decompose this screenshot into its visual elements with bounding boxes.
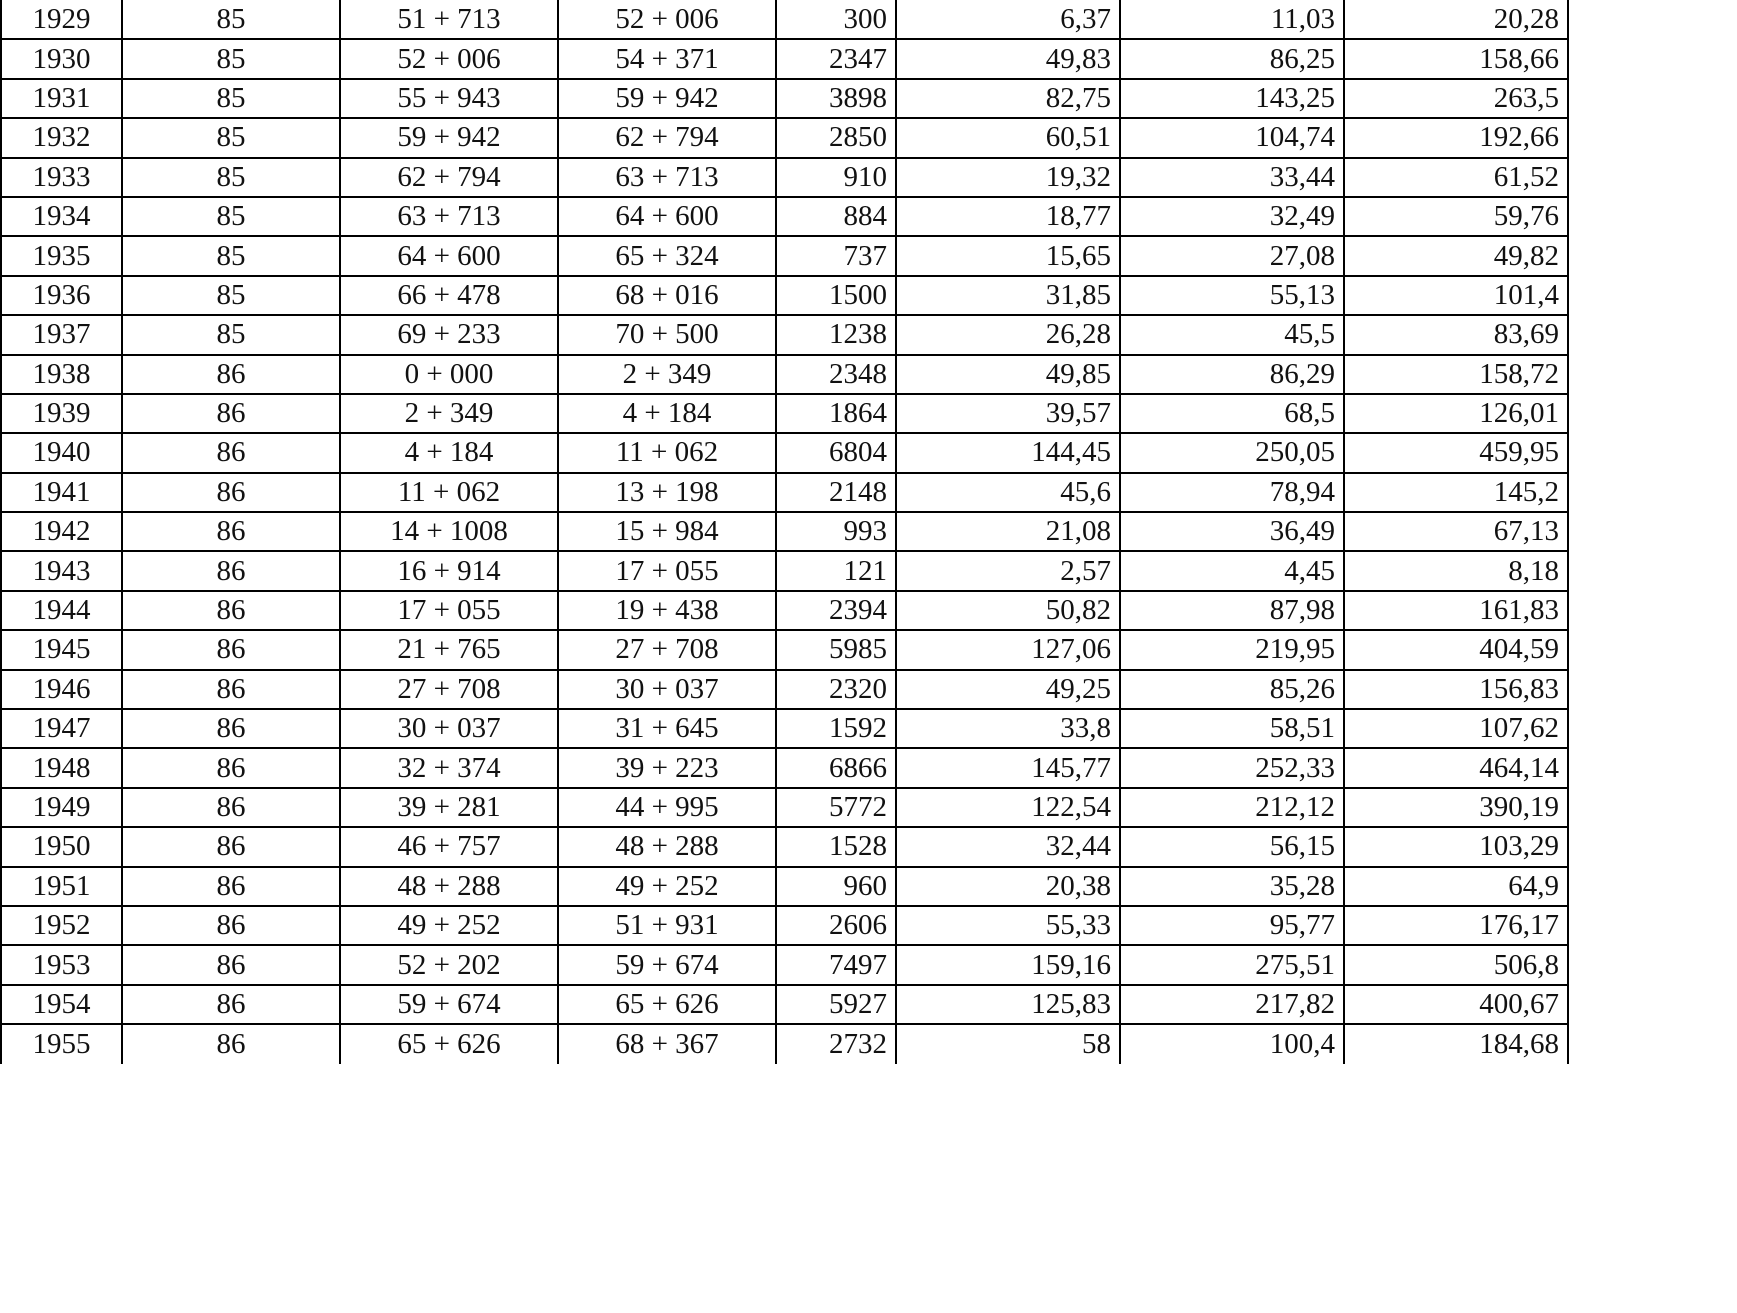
start-chainage-cell: 49 + 252 — [340, 906, 558, 945]
value-b-cell: 87,98 — [1120, 591, 1344, 630]
value-c-cell: 103,29 — [1344, 827, 1568, 866]
length-cell: 1864 — [776, 394, 896, 433]
end-chainage-cell: 64 + 600 — [558, 197, 776, 236]
record-number-cell: 1946 — [1, 670, 122, 709]
end-chainage-cell: 30 + 037 — [558, 670, 776, 709]
value-a-cell: 19,32 — [896, 158, 1120, 197]
length-cell: 884 — [776, 197, 896, 236]
value-a-cell: 55,33 — [896, 906, 1120, 945]
end-chainage-cell: 51 + 931 — [558, 906, 776, 945]
value-c-cell: 49,82 — [1344, 236, 1568, 275]
value-c-cell: 20,28 — [1344, 0, 1568, 39]
route-number-cell: 85 — [122, 158, 340, 197]
value-c-cell: 404,59 — [1344, 630, 1568, 669]
value-b-cell: 4,45 — [1120, 551, 1344, 590]
length-cell: 3898 — [776, 79, 896, 118]
start-chainage-cell: 52 + 006 — [340, 39, 558, 78]
value-b-cell: 55,13 — [1120, 276, 1344, 315]
route-number-cell: 86 — [122, 630, 340, 669]
start-chainage-cell: 30 + 037 — [340, 709, 558, 748]
record-number-cell: 1952 — [1, 906, 122, 945]
record-number-cell: 1940 — [1, 433, 122, 472]
table-row — [1, 512, 1568, 551]
record-number-cell: 1941 — [1, 473, 122, 512]
value-b-cell: 104,74 — [1120, 118, 1344, 157]
value-b-cell: 33,44 — [1120, 158, 1344, 197]
value-a-cell: 82,75 — [896, 79, 1120, 118]
value-a-cell: 145,77 — [896, 748, 1120, 787]
length-cell: 2394 — [776, 591, 896, 630]
length-cell: 737 — [776, 236, 896, 275]
record-number-cell: 1932 — [1, 118, 122, 157]
start-chainage-cell: 63 + 713 — [340, 197, 558, 236]
end-chainage-cell: 11 + 062 — [558, 433, 776, 472]
value-a-cell: 33,8 — [896, 709, 1120, 748]
value-c-cell: 107,62 — [1344, 709, 1568, 748]
value-c-cell: 59,76 — [1344, 197, 1568, 236]
table-row — [1, 788, 1568, 827]
length-cell: 5927 — [776, 985, 896, 1024]
record-number-cell: 1944 — [1, 591, 122, 630]
length-cell: 2320 — [776, 670, 896, 709]
value-b-cell: 45,5 — [1120, 315, 1344, 354]
length-cell: 993 — [776, 512, 896, 551]
length-cell: 121 — [776, 551, 896, 590]
start-chainage-cell: 62 + 794 — [340, 158, 558, 197]
value-a-cell: 15,65 — [896, 236, 1120, 275]
route-number-cell: 86 — [122, 670, 340, 709]
value-b-cell: 11,03 — [1120, 0, 1344, 39]
end-chainage-cell: 54 + 371 — [558, 39, 776, 78]
table-row — [1, 158, 1568, 197]
value-b-cell: 252,33 — [1120, 748, 1344, 787]
end-chainage-cell: 27 + 708 — [558, 630, 776, 669]
value-c-cell: 263,5 — [1344, 79, 1568, 118]
table-row — [1, 315, 1568, 354]
end-chainage-cell: 4 + 184 — [558, 394, 776, 433]
record-number-cell: 1951 — [1, 867, 122, 906]
value-a-cell: 49,83 — [896, 39, 1120, 78]
route-number-cell: 85 — [122, 79, 340, 118]
value-b-cell: 35,28 — [1120, 867, 1344, 906]
table-row — [1, 0, 1568, 39]
start-chainage-cell: 69 + 233 — [340, 315, 558, 354]
record-number-cell: 1947 — [1, 709, 122, 748]
value-b-cell: 86,25 — [1120, 39, 1344, 78]
value-c-cell: 192,66 — [1344, 118, 1568, 157]
length-cell: 2148 — [776, 473, 896, 512]
start-chainage-cell: 48 + 288 — [340, 867, 558, 906]
table-row — [1, 355, 1568, 394]
value-b-cell: 95,77 — [1120, 906, 1344, 945]
table-row — [1, 551, 1568, 590]
start-chainage-cell: 59 + 674 — [340, 985, 558, 1024]
value-a-cell: 39,57 — [896, 394, 1120, 433]
value-c-cell: 83,69 — [1344, 315, 1568, 354]
table-row — [1, 867, 1568, 906]
value-b-cell: 56,15 — [1120, 827, 1344, 866]
value-a-cell: 49,25 — [896, 670, 1120, 709]
value-a-cell: 18,77 — [896, 197, 1120, 236]
value-c-cell: 390,19 — [1344, 788, 1568, 827]
route-number-cell: 85 — [122, 315, 340, 354]
value-c-cell: 158,66 — [1344, 39, 1568, 78]
table-row — [1, 79, 1568, 118]
record-number-cell: 1933 — [1, 158, 122, 197]
record-number-cell: 1938 — [1, 355, 122, 394]
length-cell: 2732 — [776, 1024, 896, 1063]
value-b-cell: 32,49 — [1120, 197, 1344, 236]
table-row — [1, 118, 1568, 157]
route-number-cell: 86 — [122, 473, 340, 512]
table-row — [1, 394, 1568, 433]
start-chainage-cell: 66 + 478 — [340, 276, 558, 315]
table-row — [1, 433, 1568, 472]
record-number-cell: 1954 — [1, 985, 122, 1024]
route-number-cell: 85 — [122, 39, 340, 78]
value-b-cell: 85,26 — [1120, 670, 1344, 709]
route-number-cell: 86 — [122, 394, 340, 433]
length-cell: 2347 — [776, 39, 896, 78]
length-cell: 2850 — [776, 118, 896, 157]
route-number-cell: 85 — [122, 118, 340, 157]
value-c-cell: 64,9 — [1344, 867, 1568, 906]
end-chainage-cell: 52 + 006 — [558, 0, 776, 39]
value-b-cell: 250,05 — [1120, 433, 1344, 472]
value-b-cell: 100,4 — [1120, 1024, 1344, 1063]
route-number-cell: 86 — [122, 512, 340, 551]
value-a-cell: 50,82 — [896, 591, 1120, 630]
value-c-cell: 184,68 — [1344, 1024, 1568, 1063]
value-a-cell: 45,6 — [896, 473, 1120, 512]
end-chainage-cell: 68 + 016 — [558, 276, 776, 315]
start-chainage-cell: 55 + 943 — [340, 79, 558, 118]
table-row — [1, 827, 1568, 866]
end-chainage-cell: 19 + 438 — [558, 591, 776, 630]
route-number-cell: 86 — [122, 1024, 340, 1063]
table-row — [1, 945, 1568, 984]
length-cell: 1238 — [776, 315, 896, 354]
value-b-cell: 212,12 — [1120, 788, 1344, 827]
end-chainage-cell: 13 + 198 — [558, 473, 776, 512]
record-number-cell: 1949 — [1, 788, 122, 827]
end-chainage-cell: 48 + 288 — [558, 827, 776, 866]
table-row — [1, 1024, 1568, 1063]
value-c-cell: 506,8 — [1344, 945, 1568, 984]
end-chainage-cell: 65 + 324 — [558, 236, 776, 275]
value-a-cell: 144,45 — [896, 433, 1120, 472]
end-chainage-cell: 44 + 995 — [558, 788, 776, 827]
value-b-cell: 217,82 — [1120, 985, 1344, 1024]
length-cell: 5985 — [776, 630, 896, 669]
length-cell: 910 — [776, 158, 896, 197]
value-b-cell: 78,94 — [1120, 473, 1344, 512]
table-row — [1, 39, 1568, 78]
value-c-cell: 176,17 — [1344, 906, 1568, 945]
record-number-cell: 1931 — [1, 79, 122, 118]
start-chainage-cell: 46 + 757 — [340, 827, 558, 866]
start-chainage-cell: 52 + 202 — [340, 945, 558, 984]
value-b-cell: 86,29 — [1120, 355, 1344, 394]
record-number-cell: 1953 — [1, 945, 122, 984]
value-c-cell: 101,4 — [1344, 276, 1568, 315]
value-b-cell: 58,51 — [1120, 709, 1344, 748]
record-number-cell: 1930 — [1, 39, 122, 78]
route-number-cell: 86 — [122, 788, 340, 827]
length-cell: 6866 — [776, 748, 896, 787]
record-number-cell: 1942 — [1, 512, 122, 551]
end-chainage-cell: 62 + 794 — [558, 118, 776, 157]
record-number-cell: 1943 — [1, 551, 122, 590]
length-cell: 1592 — [776, 709, 896, 748]
end-chainage-cell: 49 + 252 — [558, 867, 776, 906]
value-a-cell: 122,54 — [896, 788, 1120, 827]
record-number-cell: 1945 — [1, 630, 122, 669]
end-chainage-cell: 15 + 984 — [558, 512, 776, 551]
start-chainage-cell: 14 + 1008 — [340, 512, 558, 551]
end-chainage-cell: 2 + 349 — [558, 355, 776, 394]
value-a-cell: 58 — [896, 1024, 1120, 1063]
table-body — [1, 0, 1568, 1064]
start-chainage-cell: 17 + 055 — [340, 591, 558, 630]
route-number-cell: 86 — [122, 355, 340, 394]
start-chainage-cell: 27 + 708 — [340, 670, 558, 709]
end-chainage-cell: 17 + 055 — [558, 551, 776, 590]
route-number-cell: 85 — [122, 197, 340, 236]
value-c-cell: 156,83 — [1344, 670, 1568, 709]
value-a-cell: 60,51 — [896, 118, 1120, 157]
end-chainage-cell: 59 + 674 — [558, 945, 776, 984]
route-number-cell: 86 — [122, 945, 340, 984]
value-c-cell: 8,18 — [1344, 551, 1568, 590]
value-c-cell: 61,52 — [1344, 158, 1568, 197]
record-number-cell: 1929 — [1, 0, 122, 39]
record-number-cell: 1937 — [1, 315, 122, 354]
end-chainage-cell: 31 + 645 — [558, 709, 776, 748]
length-cell: 5772 — [776, 788, 896, 827]
start-chainage-cell: 2 + 349 — [340, 394, 558, 433]
route-number-cell: 85 — [122, 276, 340, 315]
record-number-cell: 1939 — [1, 394, 122, 433]
length-cell: 300 — [776, 0, 896, 39]
start-chainage-cell: 64 + 600 — [340, 236, 558, 275]
value-a-cell: 125,83 — [896, 985, 1120, 1024]
route-number-cell: 85 — [122, 0, 340, 39]
value-a-cell: 2,57 — [896, 551, 1120, 590]
length-cell: 6804 — [776, 433, 896, 472]
start-chainage-cell: 11 + 062 — [340, 473, 558, 512]
length-cell: 7497 — [776, 945, 896, 984]
length-cell: 1500 — [776, 276, 896, 315]
value-a-cell: 127,06 — [896, 630, 1120, 669]
start-chainage-cell: 39 + 281 — [340, 788, 558, 827]
table-row — [1, 670, 1568, 709]
route-number-cell: 85 — [122, 236, 340, 275]
length-cell: 2348 — [776, 355, 896, 394]
value-c-cell: 464,14 — [1344, 748, 1568, 787]
route-number-cell: 86 — [122, 867, 340, 906]
value-a-cell: 26,28 — [896, 315, 1120, 354]
start-chainage-cell: 32 + 374 — [340, 748, 558, 787]
end-chainage-cell: 39 + 223 — [558, 748, 776, 787]
start-chainage-cell: 21 + 765 — [340, 630, 558, 669]
length-cell: 960 — [776, 867, 896, 906]
route-number-cell: 86 — [122, 591, 340, 630]
start-chainage-cell: 4 + 184 — [340, 433, 558, 472]
table-row — [1, 236, 1568, 275]
end-chainage-cell: 70 + 500 — [558, 315, 776, 354]
length-cell: 2606 — [776, 906, 896, 945]
route-number-cell: 86 — [122, 433, 340, 472]
value-a-cell: 6,37 — [896, 0, 1120, 39]
value-c-cell: 145,2 — [1344, 473, 1568, 512]
value-c-cell: 459,95 — [1344, 433, 1568, 472]
route-number-cell: 86 — [122, 709, 340, 748]
route-number-cell: 86 — [122, 551, 340, 590]
value-b-cell: 143,25 — [1120, 79, 1344, 118]
value-a-cell: 49,85 — [896, 355, 1120, 394]
table-row — [1, 276, 1568, 315]
value-b-cell: 36,49 — [1120, 512, 1344, 551]
value-a-cell: 159,16 — [896, 945, 1120, 984]
start-chainage-cell: 0 + 000 — [340, 355, 558, 394]
value-b-cell: 275,51 — [1120, 945, 1344, 984]
value-b-cell: 27,08 — [1120, 236, 1344, 275]
record-number-cell: 1935 — [1, 236, 122, 275]
table-row — [1, 985, 1568, 1024]
value-b-cell: 68,5 — [1120, 394, 1344, 433]
route-number-cell: 86 — [122, 748, 340, 787]
value-b-cell: 219,95 — [1120, 630, 1344, 669]
end-chainage-cell: 63 + 713 — [558, 158, 776, 197]
value-a-cell: 20,38 — [896, 867, 1120, 906]
start-chainage-cell: 65 + 626 — [340, 1024, 558, 1063]
value-a-cell: 21,08 — [896, 512, 1120, 551]
record-number-cell: 1950 — [1, 827, 122, 866]
table-row — [1, 473, 1568, 512]
table-row — [1, 906, 1568, 945]
table-row — [1, 709, 1568, 748]
table-row — [1, 591, 1568, 630]
route-number-cell: 86 — [122, 827, 340, 866]
value-c-cell: 126,01 — [1344, 394, 1568, 433]
length-cell: 1528 — [776, 827, 896, 866]
table-row — [1, 197, 1568, 236]
record-number-cell: 1936 — [1, 276, 122, 315]
end-chainage-cell: 68 + 367 — [558, 1024, 776, 1063]
route-number-cell: 86 — [122, 985, 340, 1024]
route-number-cell: 86 — [122, 906, 340, 945]
table-row — [1, 630, 1568, 669]
value-c-cell: 67,13 — [1344, 512, 1568, 551]
start-chainage-cell: 51 + 713 — [340, 0, 558, 39]
start-chainage-cell: 59 + 942 — [340, 118, 558, 157]
value-a-cell: 31,85 — [896, 276, 1120, 315]
value-c-cell: 161,83 — [1344, 591, 1568, 630]
record-number-cell: 1934 — [1, 197, 122, 236]
table-row — [1, 748, 1568, 787]
record-number-cell: 1955 — [1, 1024, 122, 1063]
start-chainage-cell: 16 + 914 — [340, 551, 558, 590]
value-c-cell: 400,67 — [1344, 985, 1568, 1024]
end-chainage-cell: 59 + 942 — [558, 79, 776, 118]
end-chainage-cell: 65 + 626 — [558, 985, 776, 1024]
value-c-cell: 158,72 — [1344, 355, 1568, 394]
value-a-cell: 32,44 — [896, 827, 1120, 866]
record-number-cell: 1948 — [1, 748, 122, 787]
